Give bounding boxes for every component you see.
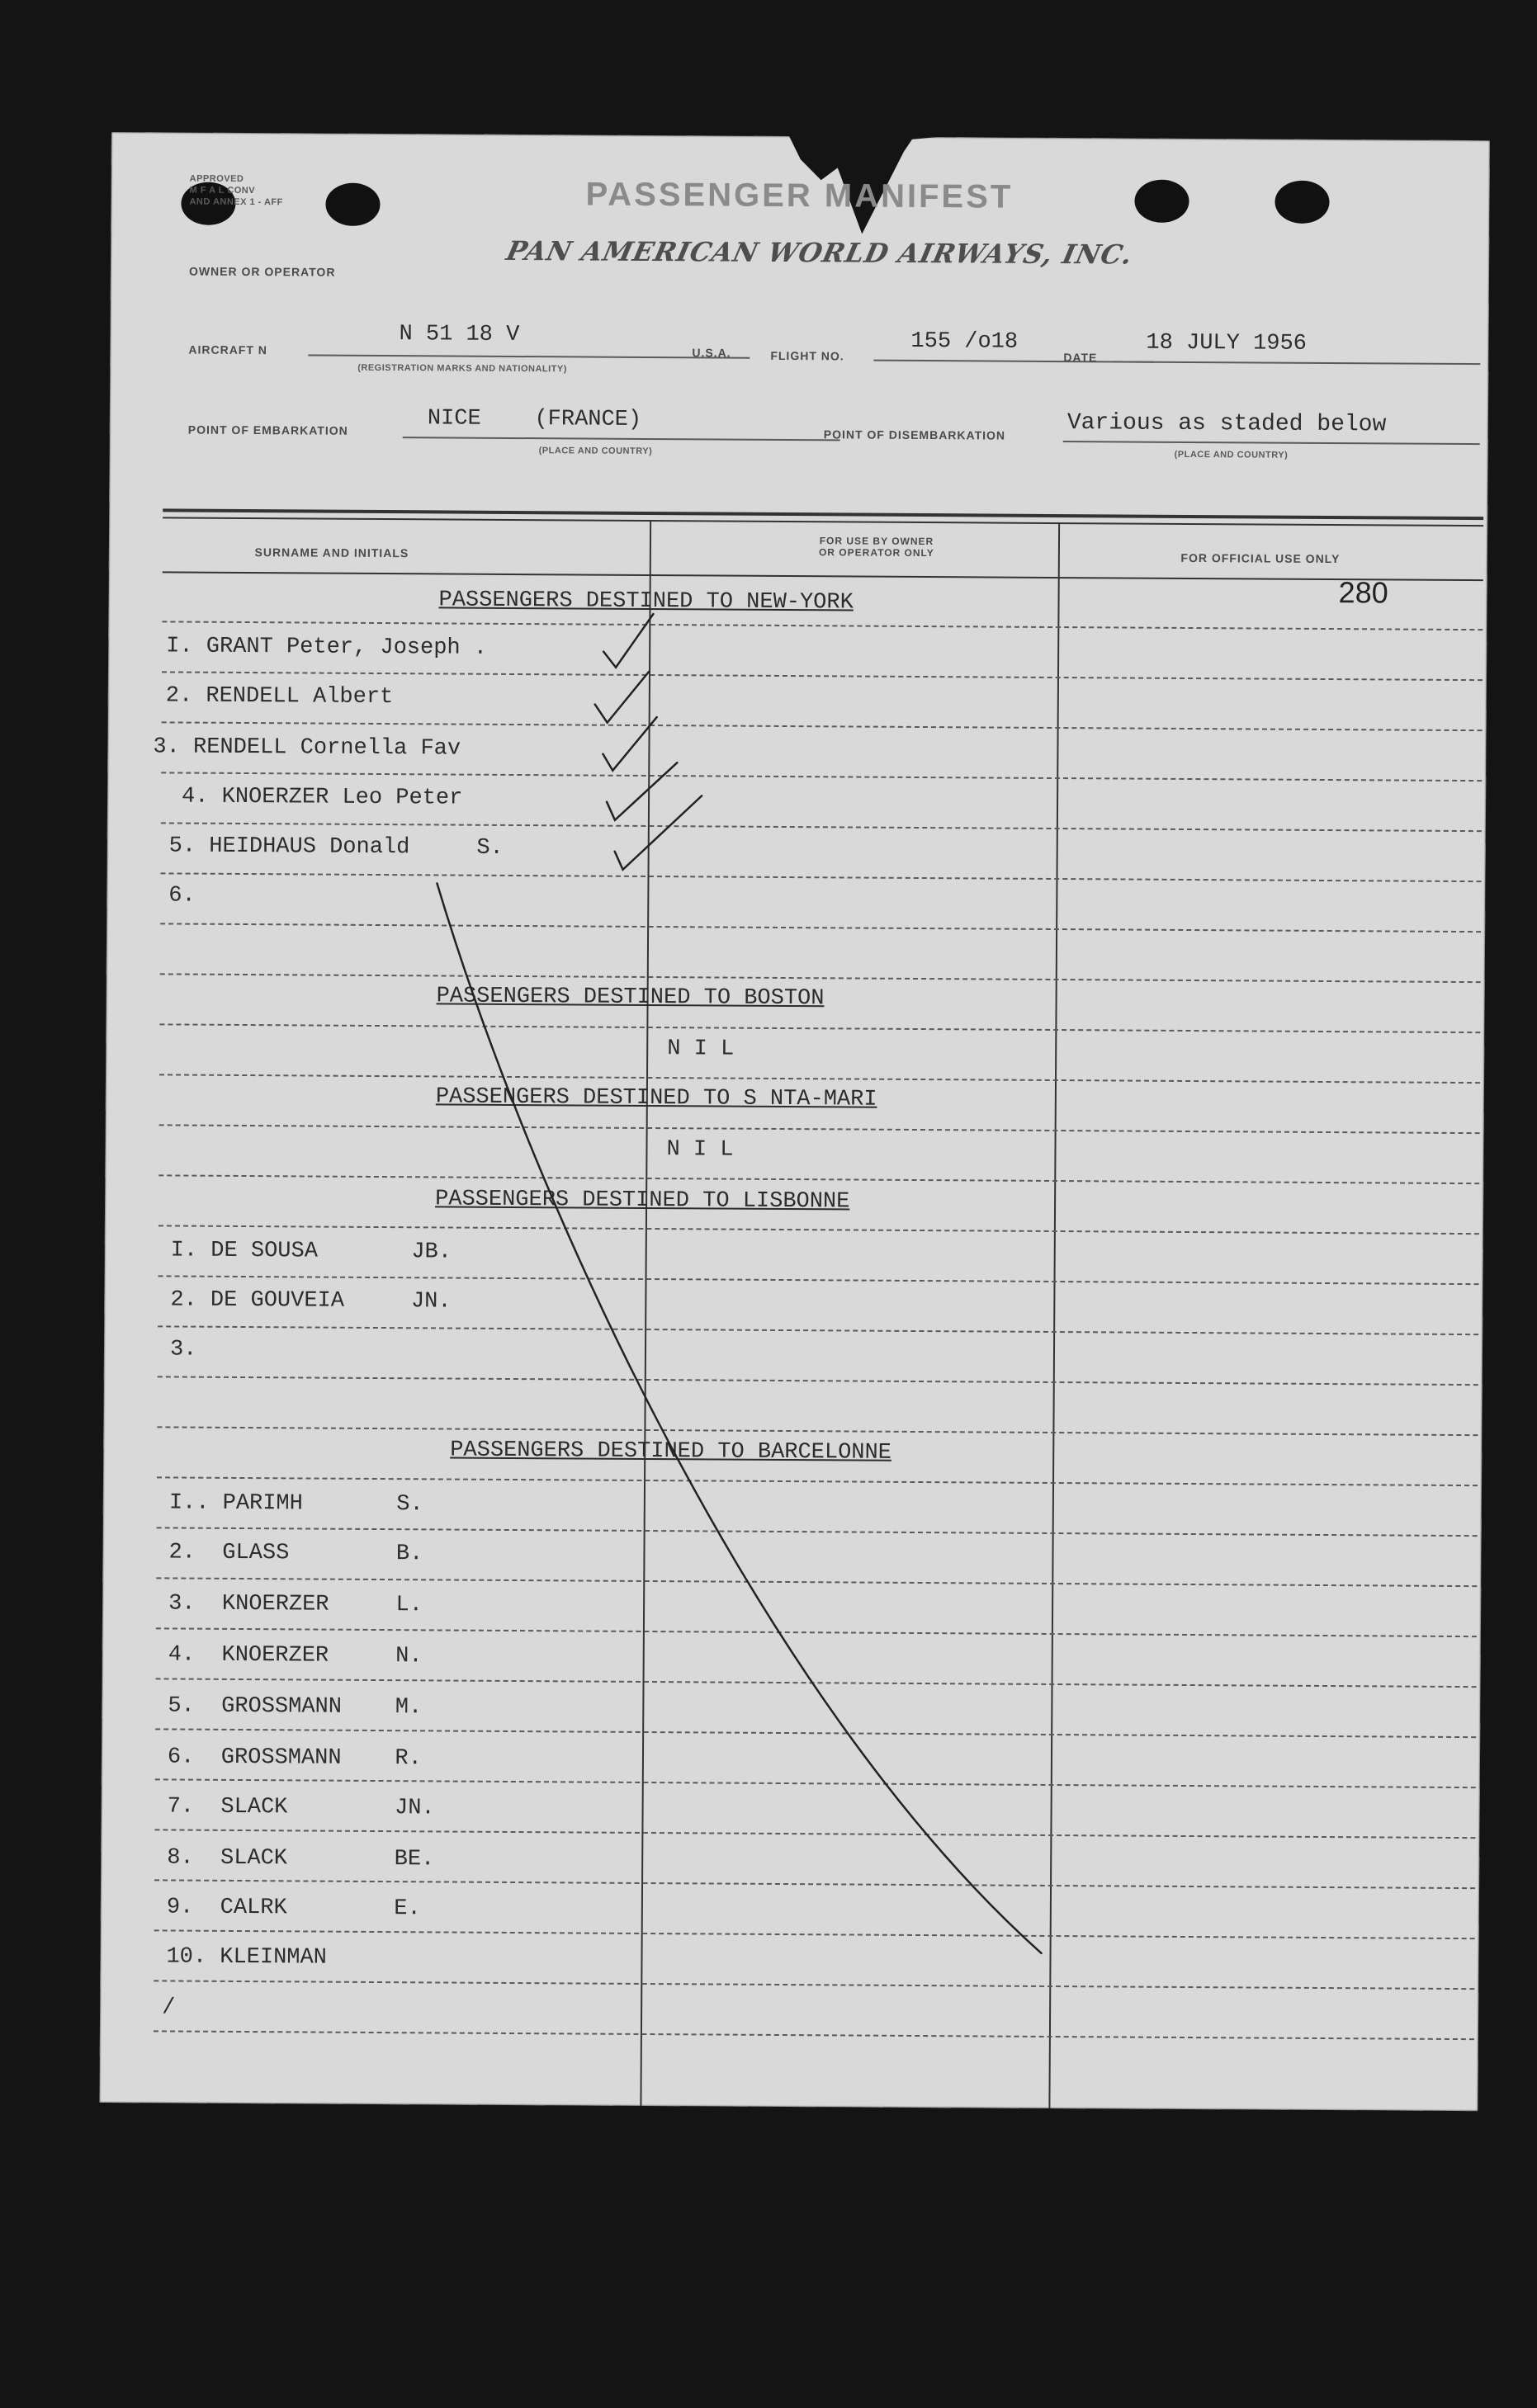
approval-stamp-line-2: M F A L CONV	[189, 185, 256, 196]
section-title-boston: PASSENGERS DESTINED TO BOSTON	[436, 984, 825, 1012]
passenger-row: 5. GROSSMANN M.	[168, 1693, 423, 1721]
disembarkation-value: Various as staded below	[1066, 410, 1387, 438]
section-title-new-york: PASSENGERS DESTINED TO NEW-YORK	[438, 588, 854, 616]
airline-name: PAN AMERICAN WORLD AIRWAYS, INC.	[503, 234, 1137, 271]
disembarkation-caption: (PLACE AND COUNTRY)	[1174, 449, 1289, 460]
flight-label: FLIGHT NO.	[770, 348, 844, 363]
section-title-lisbonne: PASSENGERS DESTINED TO LISBONNE	[435, 1187, 850, 1215]
usa-label: U.S.A.	[692, 346, 731, 360]
manifest-title: PASSENGER MANIFEST	[585, 176, 1014, 215]
passenger-row: 3.	[169, 1337, 197, 1362]
check-mark	[603, 614, 653, 668]
passenger-row: I. GRANT Peter, Joseph .	[166, 634, 488, 661]
check-mark	[615, 796, 702, 871]
passenger-row: 2. RENDELL Albert	[165, 683, 394, 711]
passenger-row: 6. GROSSMANN R.	[167, 1745, 422, 1772]
embarkation-value: NICE (FRANCE)	[427, 406, 642, 432]
column-header-operator-line-2: OR OPERATOR ONLY	[818, 546, 934, 560]
passenger-row: I. DE SOUSA JB.	[170, 1238, 452, 1265]
aircraft-label: AIRCRAFT N	[188, 342, 267, 357]
embarkation-label: POINT OF EMBARKATION	[187, 423, 348, 437]
section-title-santa-maria: PASSENGERS DESTINED TO S NTA-MARI	[435, 1084, 877, 1112]
passenger-row: 3. RENDELL Cornella Fav	[153, 734, 461, 762]
flight-value: 155 /o18	[910, 328, 1019, 355]
passenger-row: 4. KNOERZER N.	[168, 1642, 423, 1669]
passenger-row: 7. SLACK JN.	[167, 1794, 435, 1821]
official-number: 280	[1338, 575, 1388, 610]
passenger-row: /	[162, 1995, 176, 2021]
date-label: DATE	[1063, 351, 1098, 365]
passenger-row: 6.	[168, 883, 196, 909]
column-header-surname: SURNAME AND INITIALS	[254, 545, 409, 560]
passenger-row: 8. SLACK BE.	[167, 1845, 435, 1872]
check-mark	[603, 717, 656, 771]
handwritten-marks	[99, 132, 1490, 2111]
passenger-row: 4. KNOERZER Leo Peter	[181, 784, 463, 811]
check-mark	[595, 672, 649, 723]
approval-stamp-line-1: APPROVED	[189, 173, 244, 184]
section-title-barcelonne: PASSENGERS DESTINED TO BARCELONNE	[450, 1438, 892, 1466]
disembarkation-label: POINT OF DISEMBARKATION	[823, 427, 1006, 442]
passenger-row: 9. CALRK E.	[166, 1895, 421, 1922]
passenger-row: 3. KNOERZER L.	[168, 1591, 423, 1618]
registration-caption: (REGISTRATION MARKS AND NATIONALITY)	[357, 362, 567, 375]
strike-line	[431, 883, 1048, 1952]
approval-stamp-line-3: AND ANNEX 1 - AFF	[189, 196, 283, 208]
passenger-row: I.. PARIMH S.	[168, 1490, 423, 1518]
passenger-row: 2. DE GOUVEIA JN.	[170, 1287, 452, 1315]
date-value: 18 JULY 1956	[1146, 330, 1307, 356]
column-header-official: FOR OFFICIAL USE ONLY	[1180, 550, 1341, 566]
embarkation-caption: (PLACE AND COUNTRY)	[538, 446, 653, 457]
passenger-row: 2. GLASS B.	[168, 1540, 423, 1567]
passenger-row: 5. HEIDHAUS Donald S.	[168, 833, 504, 861]
column-header-operator-line-1: FOR USE BY OWNER	[819, 535, 934, 548]
nil-row: N I L	[667, 1036, 735, 1062]
manifest-sheet	[99, 132, 1490, 2111]
nil-row: N I L	[666, 1137, 734, 1163]
passenger-row: 10. KLEINMAN	[166, 1944, 328, 1971]
owner-label: OWNER OR OPERATOR	[188, 264, 336, 279]
check-mark	[607, 763, 677, 821]
aircraft-value: N 51 18 V	[399, 322, 520, 348]
